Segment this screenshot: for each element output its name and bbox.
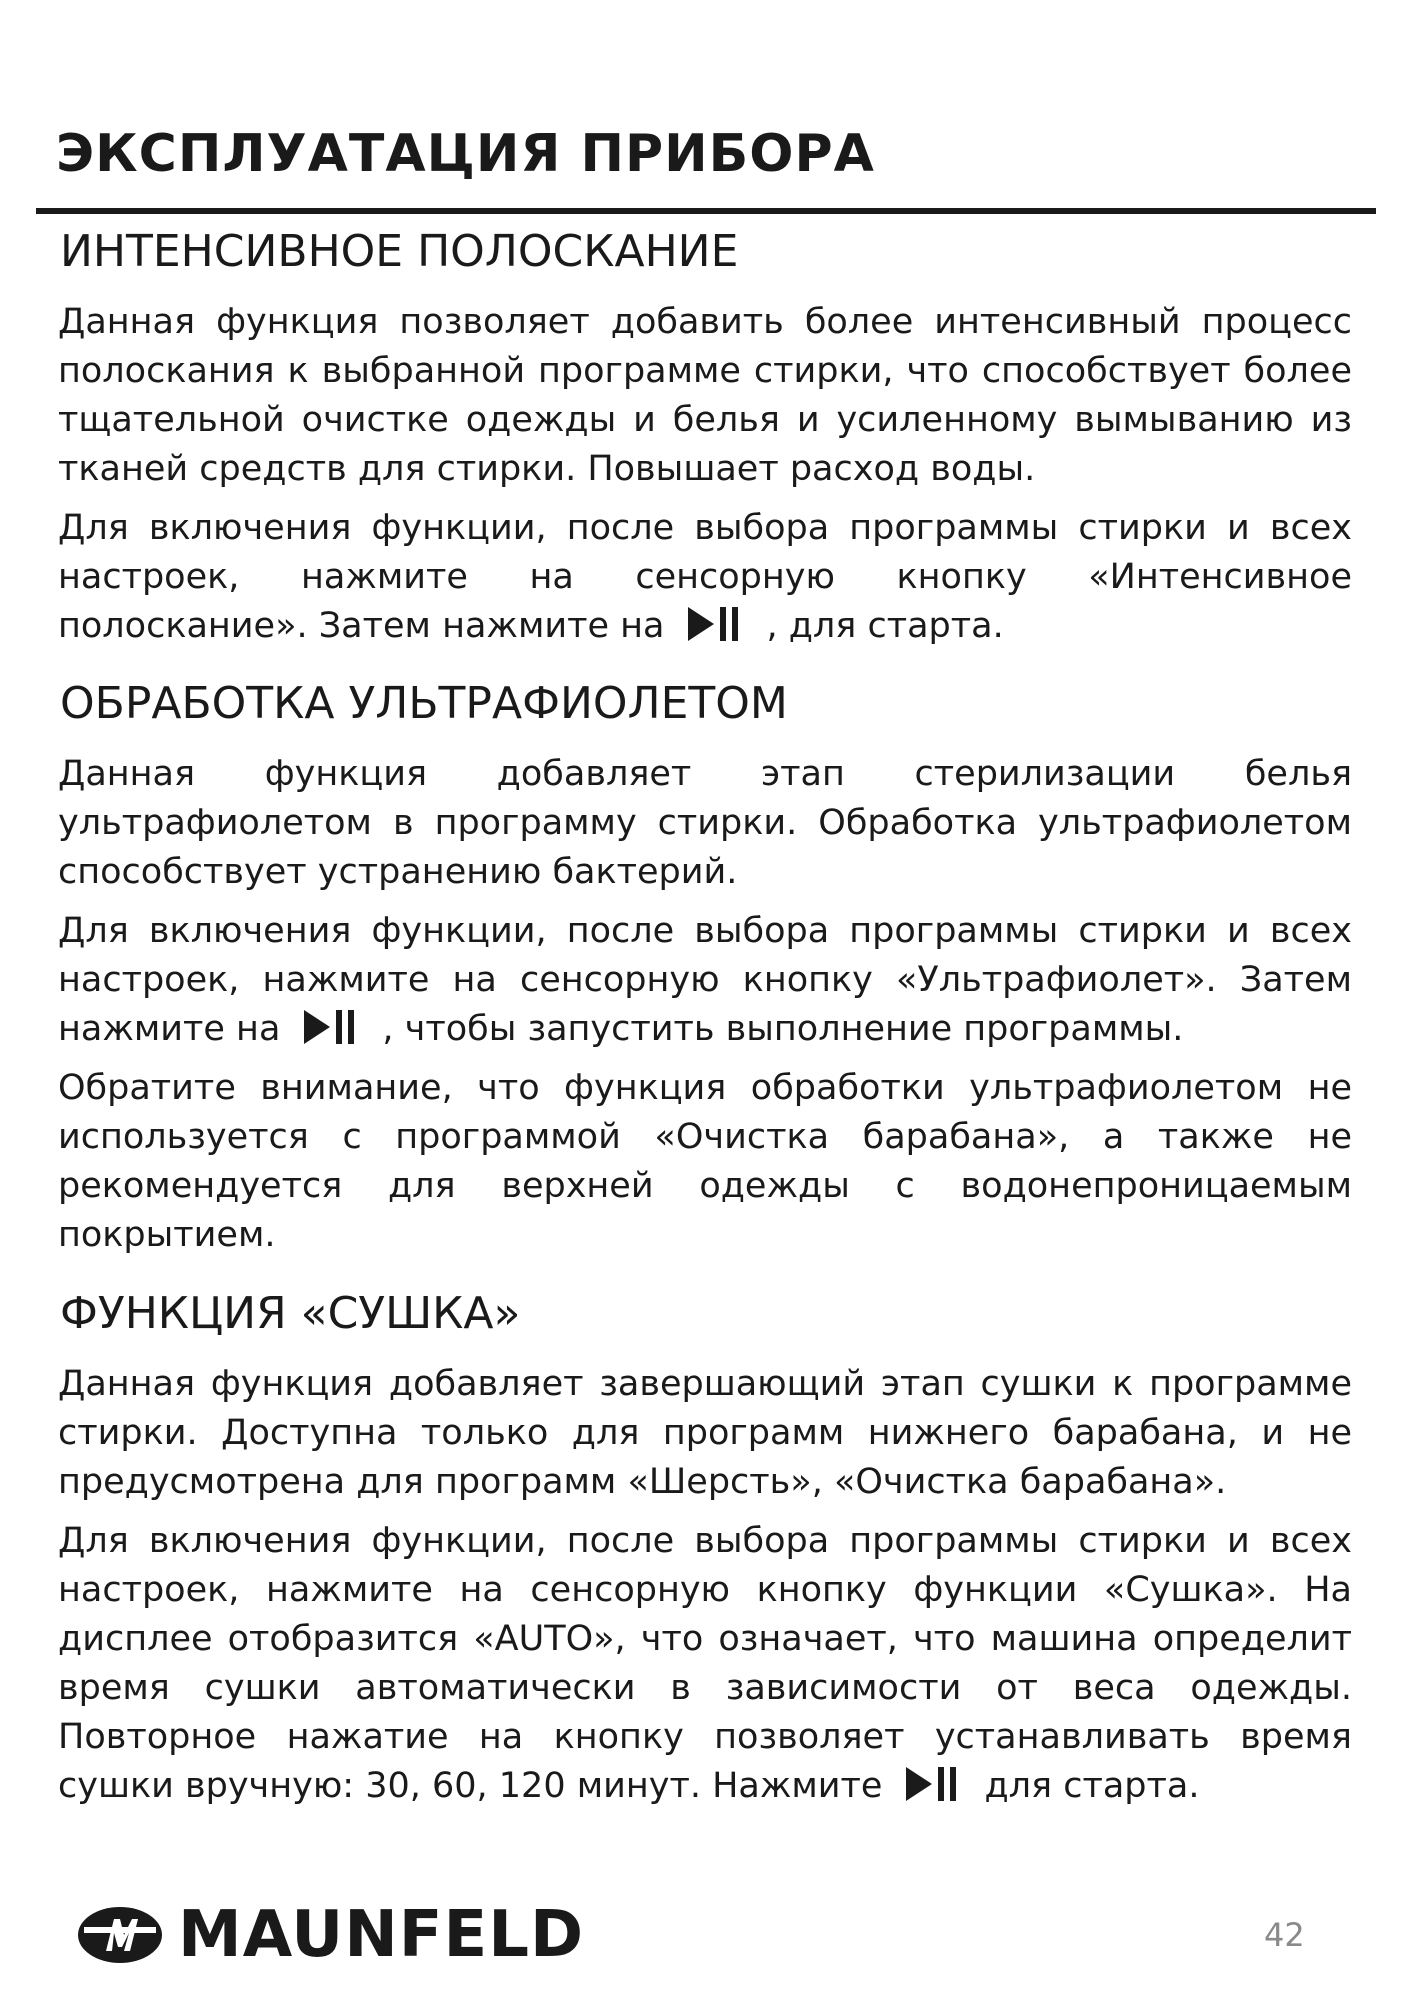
paragraph-text: , для старта. — [766, 606, 1004, 647]
paragraph-text: Для включения функции, после выбора программы стирки и всех настроек, нажмите на сенсорную кнопку «Интенсивное полоскание». Затем нажмите на — [58, 508, 1352, 647]
section-paragraph — [58, 907, 1352, 1054]
brand-logo — [76, 1900, 584, 1970]
section-paragraph — [58, 504, 1352, 651]
brand-name: MAUNFELD — [178, 1898, 585, 1972]
page-number: 42 — [1264, 1916, 1305, 1954]
maunfeld-logo-icon — [76, 1905, 164, 1965]
section-drying — [58, 1290, 1352, 1821]
section-paragraph — [58, 1517, 1352, 1811]
section-heading: ИНТЕНСИВНОЕ ПОЛОСКАНИЕ — [60, 226, 739, 277]
section-paragraph: Данная функция добавляет завершающий этап сушки к программе стирки. Доступна только для программ нижнего барабана, и не предусмотрена для программ «Шерсть», «Очистка барабана». — [58, 1364, 1352, 1503]
play-pause-icon — [688, 603, 748, 643]
section-paragraph: Данная функция позволяет добавить более интенсивный процесс полоскания к выбранной программе стирки, что способствует более тщательной очистке одежды и белья и усиленному вымыванию из тканей средств для стирки. Повышает расход воды. — [58, 302, 1352, 490]
page-title: ЭКСПЛУАТАЦИЯ ПРИБОРА — [56, 124, 875, 184]
section-heading: ФУНКЦИЯ «СУШКА» — [60, 1288, 521, 1339]
section-paragraph: Данная функция добавляет этап стерилизации белья ультрафиолетом в программу стирки. Обработка ультрафиолетом способствует устранению бактерий. — [58, 754, 1352, 893]
paragraph-text: Для включения функции, после выбора программы стирки и всех настроек, нажмите на сенсорную кнопку функции «Сушка». На дисплее отобразится «AUTO», что означает, что машина определит время сушки автоматически в зависимости от веса одежды. Повторное нажатие на кнопку позволяет устанавливать время сушки вручную: 30, 60, 120 минут. Нажмите — [58, 1521, 1352, 1807]
section-heading: ОБРАБОТКА УЛЬТРАФИОЛЕТОМ — [60, 678, 788, 729]
paragraph-text: Для включения функции, после выбора программы стирки и всех настроек, нажмите на сенсорную кнопку «Ультрафиолет». Затем нажмите на — [58, 911, 1352, 1050]
section-paragraph: Обратите внимание, что функция обработки ультрафиолетом не используется с программой «Очистка барабана», а также не рекомендуется для верхней одежды с водонепроницаемым покрытием. — [58, 1068, 1352, 1256]
paragraph-text: для старта. — [984, 1766, 1200, 1807]
play-pause-icon — [304, 1006, 364, 1046]
title-divider — [36, 208, 1376, 214]
paragraph-text: , чтобы запустить выполнение программы. — [382, 1009, 1184, 1050]
play-pause-icon — [906, 1763, 966, 1803]
section-uv-treatment — [58, 680, 1352, 1270]
section-intensive-rinse — [58, 228, 1352, 661]
